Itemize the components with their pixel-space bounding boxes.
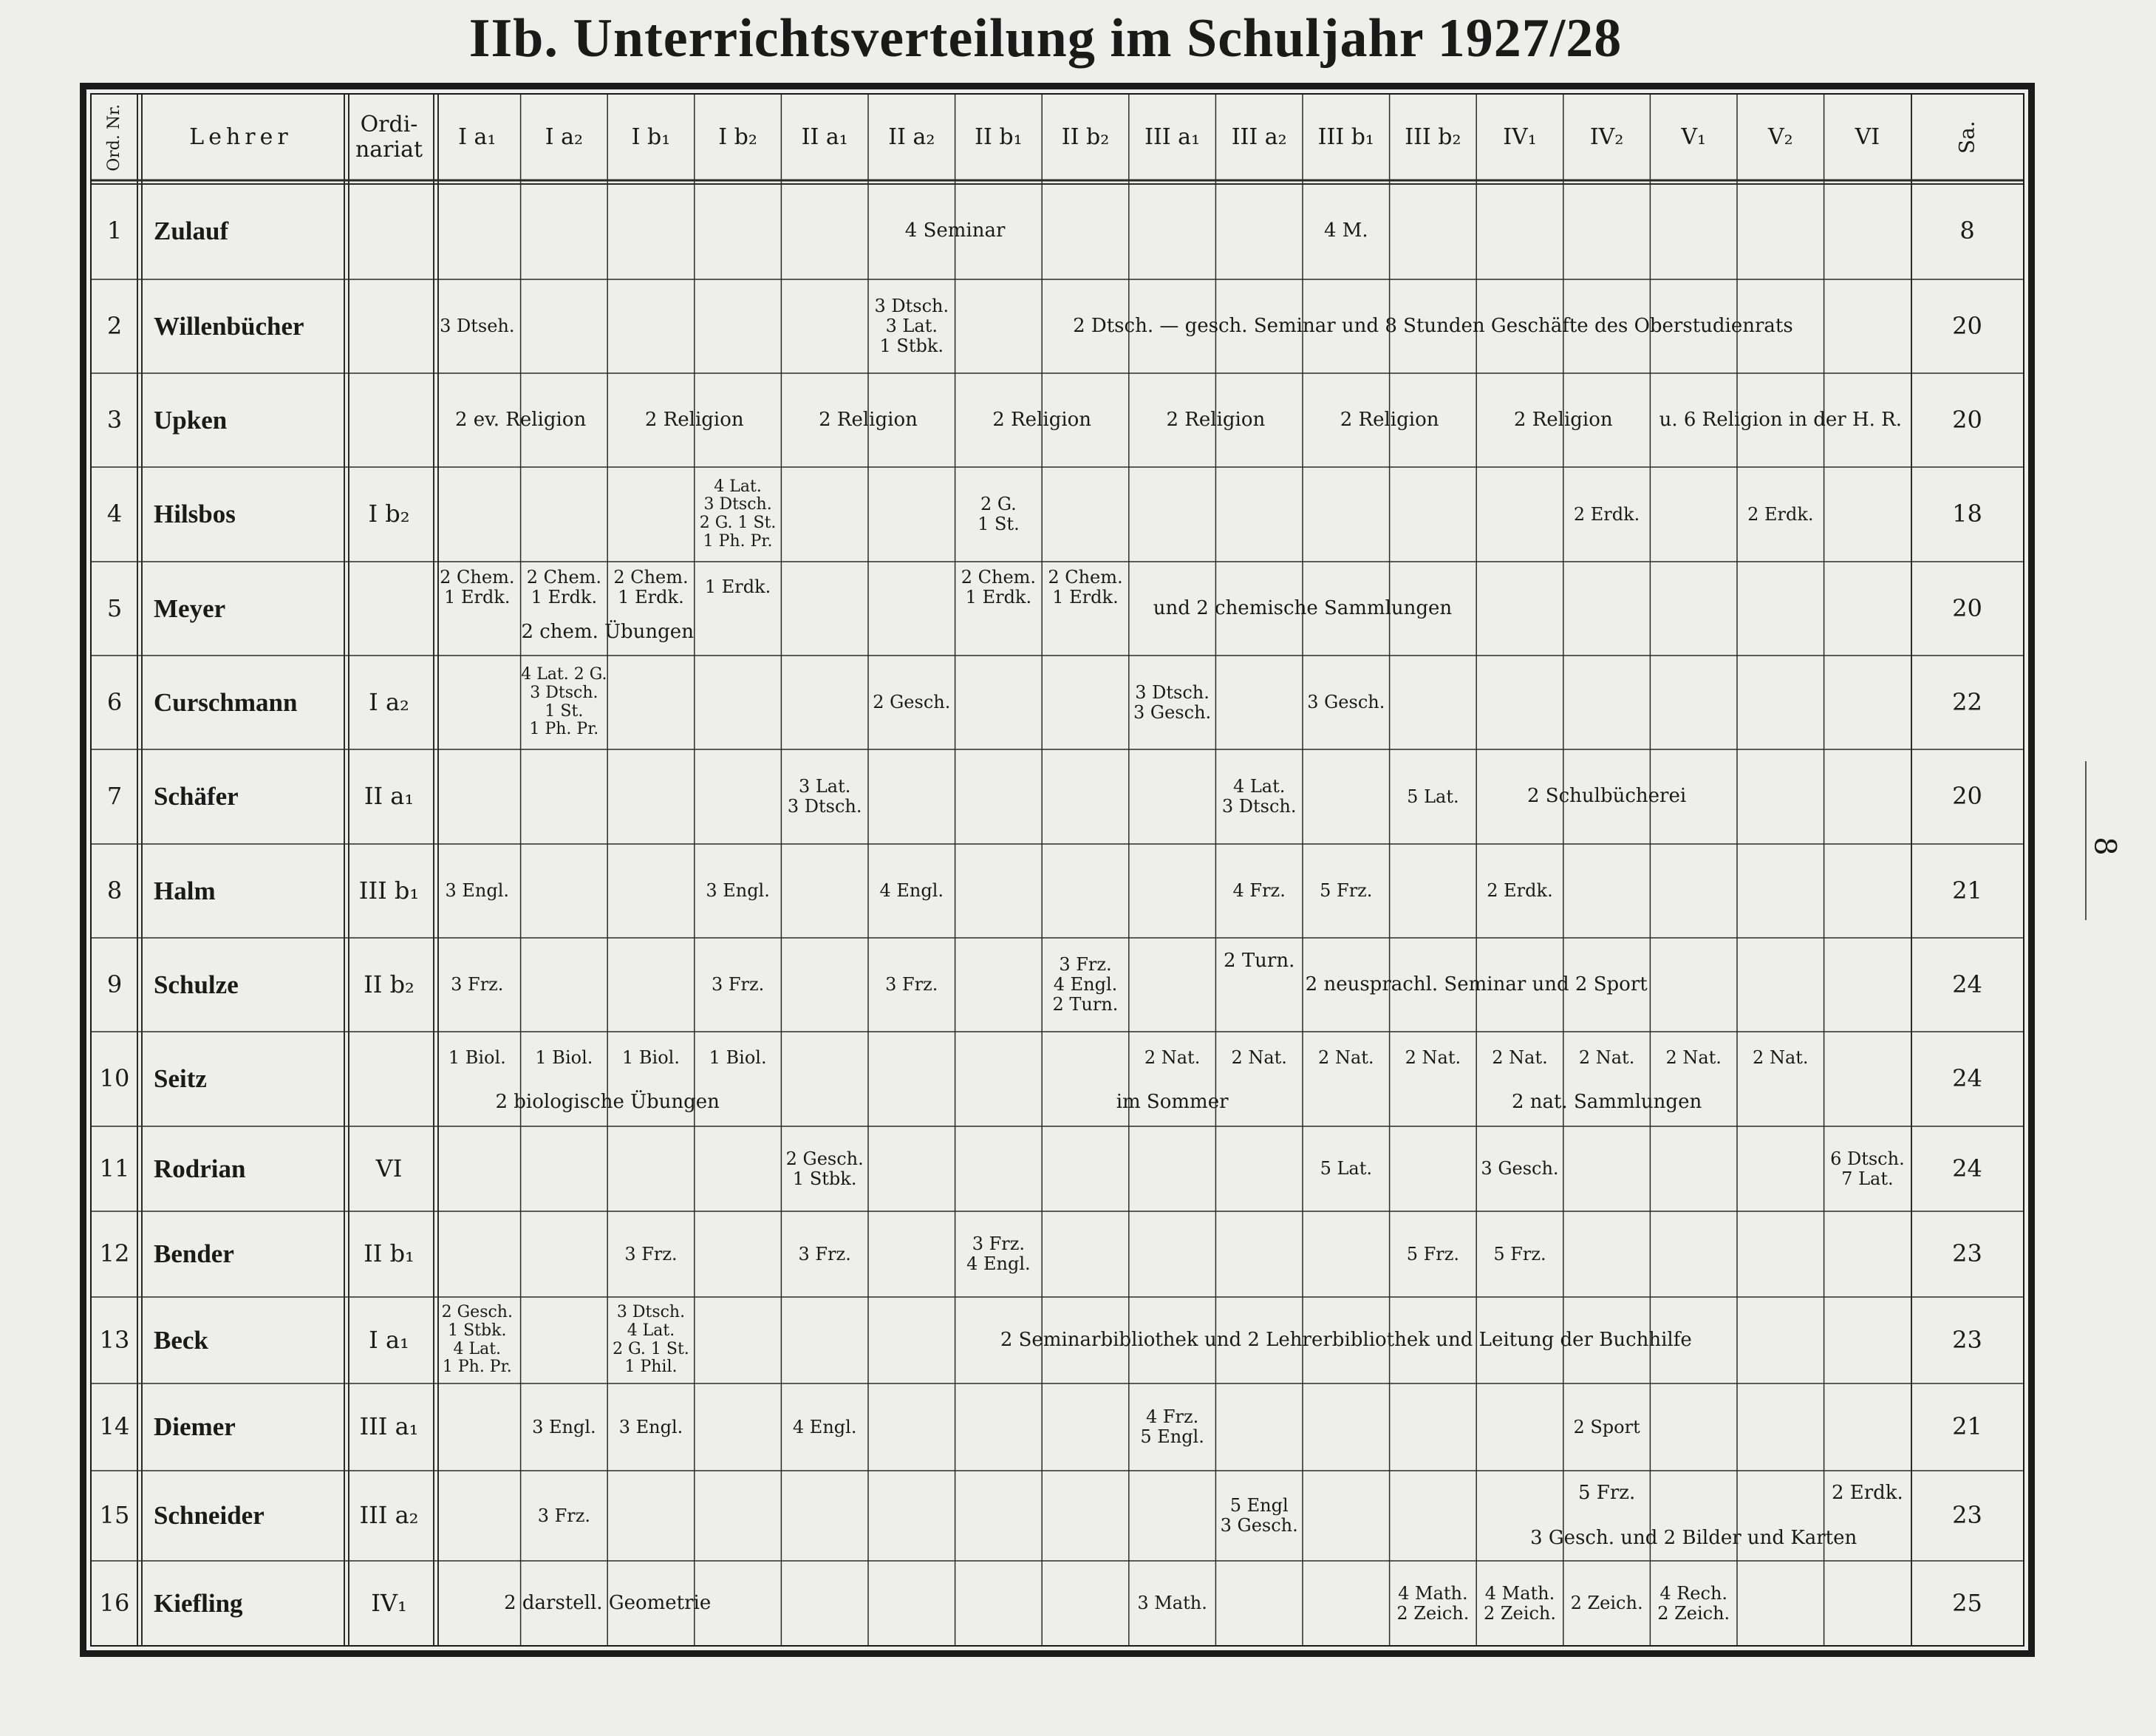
lesson-cell: 3 Engl. [706,880,770,902]
lesson-cell: 2 Erdk. [1487,880,1553,902]
page-margin-rule [2085,761,2087,920]
ordinariat-class: II b₂ [364,970,415,998]
teacher-name: Diemer [154,1412,236,1442]
lesson-cell: 2 Gesch. 1 Stbk. [785,1148,864,1189]
header-class-6: II a₂ [888,124,935,151]
row-number: 5 [106,593,123,622]
lesson-cell: 2 Sport [1573,1416,1640,1437]
lesson-cell: 2 G. 1 St. [978,494,1020,534]
teacher-name: Schneider [154,1501,265,1531]
lesson-cell: 4 Lat. 3 Dtsch. 2 G. 1 St. 1 Ph. Pr. [699,477,777,551]
spanning-note: 2 Religion [992,408,1092,431]
lesson-cell: 1 Biol. [622,1046,680,1068]
lesson-cell: 3 Engl. [618,1416,683,1437]
header-class-4: I b₂ [718,124,757,151]
ordinariat-class: II b₁ [364,1239,415,1268]
lesson-cell: 3 Gesch. [1481,1158,1559,1180]
hours-total: 21 [1952,1412,1982,1441]
header-class-15: V₁ [1681,124,1707,151]
lesson-cell: 2 Nat. [1318,1046,1374,1068]
teacher-name: Curschmann [154,687,298,717]
teacher-name: Seitz [154,1064,207,1094]
spanning-note: 2 chem. Übungen [521,620,694,643]
spanning-note: 2 Erdk. [1831,1481,1903,1504]
hours-total: 20 [1952,593,1982,622]
lesson-cell: 3 Dtsch. 3 Lat. 1 Stbk. [874,296,949,356]
spanning-note: 2 neusprachl. Seminar und 2 Sport [1305,973,1648,995]
header-sa-label: Sa. [1954,120,1979,154]
lesson-cell: 1 Erdk. [704,576,771,598]
lesson-cell: 1 Biol. [709,1046,767,1068]
hours-total: 24 [1952,1064,1982,1093]
row-number: 13 [99,1325,130,1354]
spanning-note: 2 Religion [1340,408,1439,431]
lesson-cell: 3 Frz. [624,1243,678,1264]
ordinariat-class [344,1032,434,1126]
lesson-cell: 2 Nat. [1492,1046,1548,1068]
teacher-name: Kiefling [154,1588,243,1618]
lesson-cell: 2 Nat. [1665,1046,1722,1068]
spanning-note: 2 Religion [644,408,744,431]
lesson-cell: 5 Lat. [1320,1158,1372,1180]
lesson-cell: 3 Dtsch. 3 Gesch. [1133,681,1212,723]
header-ord-nr [92,95,137,180]
hours-total: 18 [1952,500,1982,528]
header-class-9: III a₁ [1144,124,1201,151]
spanning-note: 2 darstell. Geometrie [504,1591,712,1614]
teacher-name: Zulauf [154,217,229,246]
lesson-cell: 3 Frz. [451,974,504,995]
lesson-cell: 3 Frz. 4 Engl. [966,1233,1031,1274]
header-lehrer: Lehrer [189,124,293,151]
hours-total: 23 [1952,1501,1982,1530]
lesson-cell: 2 Erdk. [1573,503,1640,525]
row-number: 14 [99,1412,130,1441]
spanning-note: 4 M. [1323,219,1368,242]
header-class-3: I b₁ [631,124,671,151]
hours-total: 20 [1952,311,1982,340]
ordinariat-class: III a₁ [359,1412,419,1441]
lesson-cell: 4 Frz. [1232,880,1286,902]
hours-total: 20 [1952,782,1982,811]
lesson-cell: 2 Nat. [1578,1046,1635,1068]
hours-total: 24 [1952,1154,1982,1182]
lesson-cell: 4 Engl. [792,1416,857,1437]
spanning-note: 2 Religion [1166,408,1266,431]
lesson-cell: 2 Erdk. [1747,503,1814,525]
ordinariat-class: III b₁ [358,876,420,905]
lesson-cell: 2 Gesch. [873,692,951,713]
spanning-note: 2 Schulbücherei [1526,785,1687,808]
row-number: 6 [106,687,123,716]
row-number: 10 [99,1064,130,1093]
teacher-name: Upken [154,405,228,435]
lesson-cell: 3 Lat. 3 Dtsch. [787,776,862,817]
spanning-note: 2 Religion [1513,408,1613,431]
lesson-cell: 4 Frz. 5 Engl. [1140,1406,1204,1447]
header-class-5: II a₁ [801,124,848,151]
page-number: 8 [2087,837,2122,856]
hours-total: 23 [1952,1325,1982,1354]
header-class-1: I a₁ [458,124,497,151]
lesson-cell: 2 Zeich. [1570,1593,1643,1614]
header-ordinariat: Ordi- nariat [355,112,423,163]
spanning-note: 2 nat. Sammlungen [1511,1091,1702,1114]
teacher-name: Halm [154,876,216,905]
row-number: 11 [99,1154,130,1182]
hours-total: 25 [1952,1588,1982,1617]
row-number: 4 [106,500,123,528]
row-number: 15 [99,1501,130,1530]
teacher-name: Willenbücher [154,311,304,341]
lesson-cell: 4 Rech. 2 Zeich. [1657,1582,1730,1624]
lesson-cell: 3 Engl. [532,1416,596,1437]
spanning-note: im Sommer [1116,1091,1229,1114]
hours-total: 24 [1952,970,1982,998]
hours-total: 8 [1959,217,1975,245]
teacher-name: Meyer [154,593,226,623]
row-number: 8 [106,876,123,905]
lesson-cell: 5 Lat. [1407,786,1459,807]
page-title: IIb. Unterrichtsverteilung im Schuljahr 1927/28 [468,8,1623,69]
teacher-name: Schäfer [154,782,239,811]
row-number: 2 [106,311,123,340]
header-class-13: IV₁ [1503,124,1537,151]
ordinariat-class [344,183,434,279]
header-class-11: III b₁ [1317,124,1374,151]
ordinariat-class: IV₁ [371,1588,407,1617]
lesson-cell: 2 Chem. 1 Erdk. [613,567,689,607]
ordinariat-class: I a₂ [369,687,409,716]
lesson-cell: 6 Dtsch. 7 Lat. [1830,1148,1905,1189]
header-class-8: II b₂ [1061,124,1110,151]
lesson-cell: 4 Math. 2 Zeich. [1483,1582,1556,1624]
hours-total: 20 [1952,405,1982,434]
ordinariat-class: III a₂ [359,1501,419,1530]
lesson-cell: 3 Frz. [537,1505,591,1526]
lesson-cell: 2 Chem. 1 Erdk. [440,567,515,607]
teacher-name: Hilsbos [154,500,236,529]
lesson-cell: 5 Frz. [1406,1243,1460,1264]
header-class-17: VI [1855,124,1880,151]
ordinariat-class: II a₁ [364,782,415,811]
lesson-cell: 3 Math. [1137,1593,1207,1614]
lesson-cell: 5 Frz. [1320,880,1373,902]
row-number: 7 [106,782,123,811]
lesson-cell: 4 Engl. [879,880,944,902]
header-ord-nr-label: Ord. Nr. [104,103,123,171]
spanning-note: 2 Seminarbibliothek und 2 Lehrerbibliothek und Leitung der Buchhilfe [1000,1328,1692,1351]
row-number: 9 [106,970,123,998]
header-class-10: III a₂ [1231,124,1287,151]
lesson-cell: 2 Nat. [1144,1046,1201,1068]
header-class-14: IV₂ [1589,124,1624,151]
lesson-cell: 2 Gesch. 1 Stbk. 4 Lat. 1 Ph. Pr. [441,1303,513,1377]
teacher-name: Rodrian [154,1154,246,1183]
lesson-cell: 3 Frz. [885,974,938,995]
lesson-cell: 3 Engl. [445,880,510,902]
ordinariat-class: VI [375,1154,403,1182]
lesson-cell: 1 Biol. [535,1046,593,1068]
ordinariat-class [344,279,434,373]
header-class-12: III b₂ [1405,124,1461,151]
lesson-cell: 2 Nat. [1753,1046,1809,1068]
spanning-note: 2 biologische Übungen [495,1091,720,1114]
teacher-name: Beck [154,1325,208,1355]
lesson-cell: 1 Biol. [448,1046,506,1068]
header-class-7: II b₁ [975,124,1023,151]
row-number: 16 [99,1588,130,1617]
spanning-note: u. 6 Religion in der H. R. [1659,408,1902,431]
lesson-cell: 4 Lat. 2 G. 3 Dtsch. 1 St. 1 Ph. Pr. [521,665,607,739]
lesson-cell: 3 Dtseh. [440,316,515,337]
hours-total: 23 [1952,1239,1982,1268]
spanning-note: 2 Religion [819,408,918,431]
row-number: 1 [106,217,123,245]
lesson-cell: 2 Nat. [1405,1046,1461,1068]
spanning-note: 4 Seminar [904,219,1006,242]
lesson-cell: 5 Engl 3 Gesch. [1220,1495,1298,1536]
row-number: 12 [99,1239,130,1268]
hours-total: 21 [1952,876,1982,905]
lesson-cell: 4 Lat. 3 Dtsch. [1221,776,1297,817]
lesson-cell: 4 Math. 2 Zeich. [1396,1582,1470,1624]
spanning-note: 5 Frz. [1577,1481,1636,1504]
lesson-cell: 3 Frz. 4 Engl. 2 Turn. [1052,954,1119,1015]
ordinariat-class: I a₁ [369,1325,409,1354]
spanning-note: 2 ev. Religion [454,408,587,431]
lesson-cell: 3 Frz. [798,1243,851,1264]
lesson-cell: 5 Frz. [1493,1243,1546,1264]
lesson-cell: 2 Chem. 1 Erdk. [1048,567,1123,607]
spanning-note: und 2 chemische Sammlungen [1153,596,1453,619]
header-class-16: V₂ [1767,124,1793,151]
header-sa [1911,95,2023,180]
teacher-name: Bender [154,1239,234,1269]
lesson-cell: 3 Gesch. [1307,692,1385,713]
spanning-note: 2 Dtsch. — gesch. Seminar und 8 Stunden Geschäfte des Oberstudienrats [1073,314,1793,337]
hours-total: 22 [1952,687,1982,716]
lesson-cell: 2 Nat. [1231,1046,1287,1068]
lesson-cell: 2 Chem. 1 Erdk. [961,567,1037,607]
ordinariat-class: I b₂ [368,500,410,528]
spanning-note: 3 Gesch. und 2 Bilder und Karten [1530,1526,1857,1549]
teacher-name: Schulze [154,970,239,999]
lesson-cell: 2 Chem. 1 Erdk. [526,567,602,607]
lesson-cell: 3 Dtsch. 4 Lat. 2 G. 1 St. 1 Phil. [613,1303,689,1377]
header-class-2: I a₂ [545,124,584,151]
ordinariat-class [344,373,434,467]
lesson-cell: 3 Frz. [711,974,765,995]
spanning-note: 2 Turn. [1224,950,1295,973]
row-number: 3 [106,405,123,434]
ordinariat-class [344,562,434,656]
